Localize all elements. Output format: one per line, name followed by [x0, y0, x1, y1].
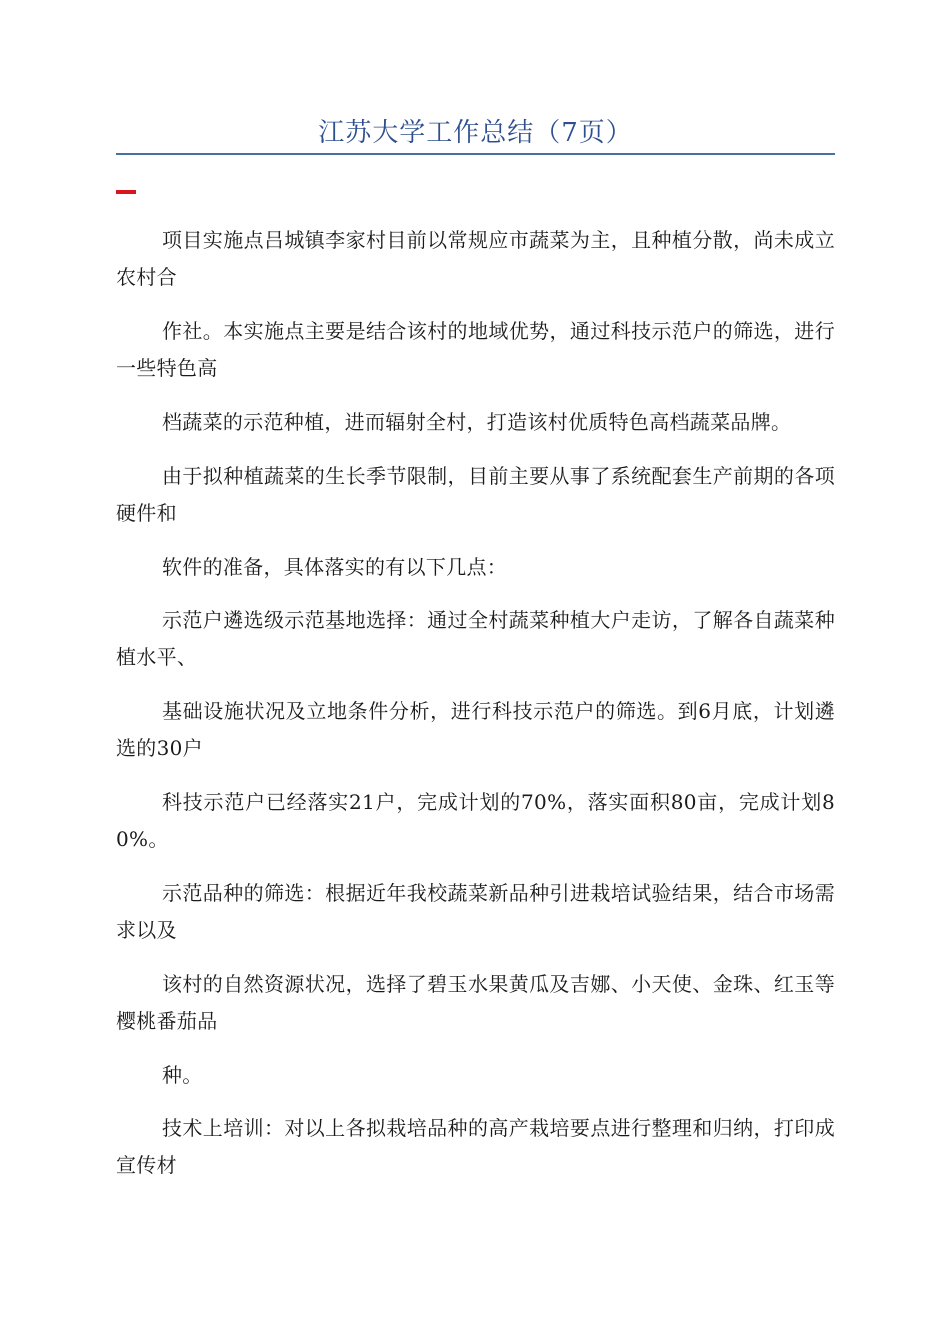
paragraph: 基础设施状况及立地条件分析，进行科技示范户的筛选。到6月底，计划遴选的30户	[116, 699, 835, 760]
paragraph: 由于拟种植蔬菜的生长季节限制，目前主要从事了系统配套生产前期的各项硬件和	[116, 464, 835, 525]
paragraph: 技术上培训：对以上各拟栽培品种的高产栽培要点进行整理和归纳，打印成宣传材	[116, 1116, 835, 1177]
paragraph: 种。	[162, 1063, 203, 1087]
document-title: 江苏大学工作总结（7页）	[318, 118, 633, 148]
paragraph: 科技示范户已经落实21户，完成计划的70%，落实面积80亩，完成计划80%。	[116, 790, 835, 851]
paragraph: 软件的准备，具体落实的有以下几点：	[162, 555, 508, 579]
paragraph: 示范品种的筛选：根据近年我校蔬菜新品种引进栽培试验结果，结合市场需求以及	[116, 881, 835, 942]
paragraph: 示范户遴选级示范基地选择：通过全村蔬菜种植大户走访，了解各自蔬菜种植水平、	[116, 608, 835, 669]
title-underline	[116, 153, 835, 155]
document-body	[116, 222, 835, 1201]
paragraph: 作社。本实施点主要是结合该村的地域优势，通过科技示范户的筛选，进行一些特色高	[116, 319, 835, 380]
paragraph: 档蔬菜的示范种植，进而辐射全村，打造该村优质特色高档蔬菜品牌。	[162, 410, 792, 434]
paragraph: 该村的自然资源状况，选择了碧玉水果黄瓜及吉娜、小天使、金珠、红玉等樱桃番茄品	[116, 972, 835, 1033]
red-section-mark	[116, 190, 136, 194]
paragraph: 项目实施点吕城镇李家村目前以常规应市蔬菜为主，且种植分散，尚未成立农村合	[116, 228, 835, 289]
